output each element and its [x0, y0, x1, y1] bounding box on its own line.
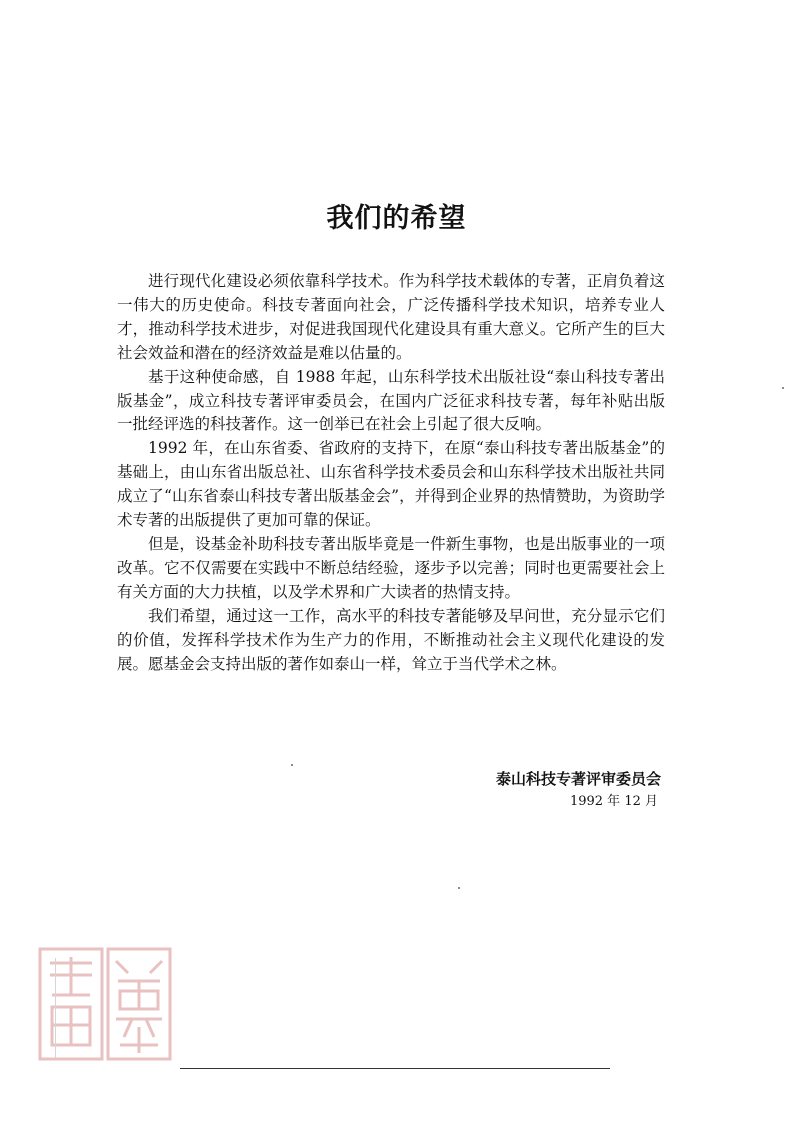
signature-block: [496, 768, 661, 814]
bottom-rule: [180, 1068, 610, 1069]
scan-speck: [782, 387, 784, 389]
signature-date: 1992 年 12 月: [569, 794, 658, 809]
library-seal-icon: [36, 945, 174, 1063]
scan-speck: [458, 887, 460, 889]
paragraph-3: 1992 年，在山东省委、省政府的支持下，在原“泰山科技专著出版基金”的基础上，由山东省出版总社、山东省科学技术委员会和山东科学技术出版社共同成立了“山东省泰山科技专著出版基金会”，并得到企业界的热情赞助，为资助学术专著的出版提供了更加可靠的保证。: [117, 439, 665, 530]
paragraph-1: 进行现代化建设必须依靠科学技术。作为科学技术载体的专著，正肩负着这一伟大的历史使命。科技专著面向社会，广泛传播科学技术知识，培养专业人才，推动科学技术进步，对促进我国现代化建设具有重大意义。它所产生的巨大社会效益和潜在的经济效益是难以估量的。: [117, 272, 665, 362]
signature-name: 泰山科技专著评审委员会: [495, 770, 661, 788]
paragraph-5: 我们希望，通过这一工作，高水平的科技专著能够及早问世，充分显示它们的价值，发挥科学技术作为生产力的作用，不断推动社会主义现代化建设的发展。愿基金会支持出版的著作如泰山一样，耸立于当代学术之林。: [117, 606, 665, 673]
scan-margin-mark: [55, 958, 56, 1058]
paragraph-4: 但是，设基金补助科技专著出版毕竟是一件新生事物，也是出版事业的一项改革。它不仅需要在实践中不断总结经验，逐步予以完善；同时也更需要社会上有关方面的大力扶植，以及学术界和广大读者的热情支持。: [117, 534, 665, 601]
scan-speck: [291, 764, 293, 766]
page-title: 我们的希望: [326, 203, 467, 234]
paragraph-2: 基于这种使命感，自 1988 年起，山东科学技术出版社设“泰山科技专著出版基金”，成立科技专著评审委员会，在国内广泛征求科技专著，每年补贴出版一批经评选的科技著作。这一创举已在社会上引起了很大反响。: [117, 367, 665, 434]
body-text: [117, 270, 665, 676]
